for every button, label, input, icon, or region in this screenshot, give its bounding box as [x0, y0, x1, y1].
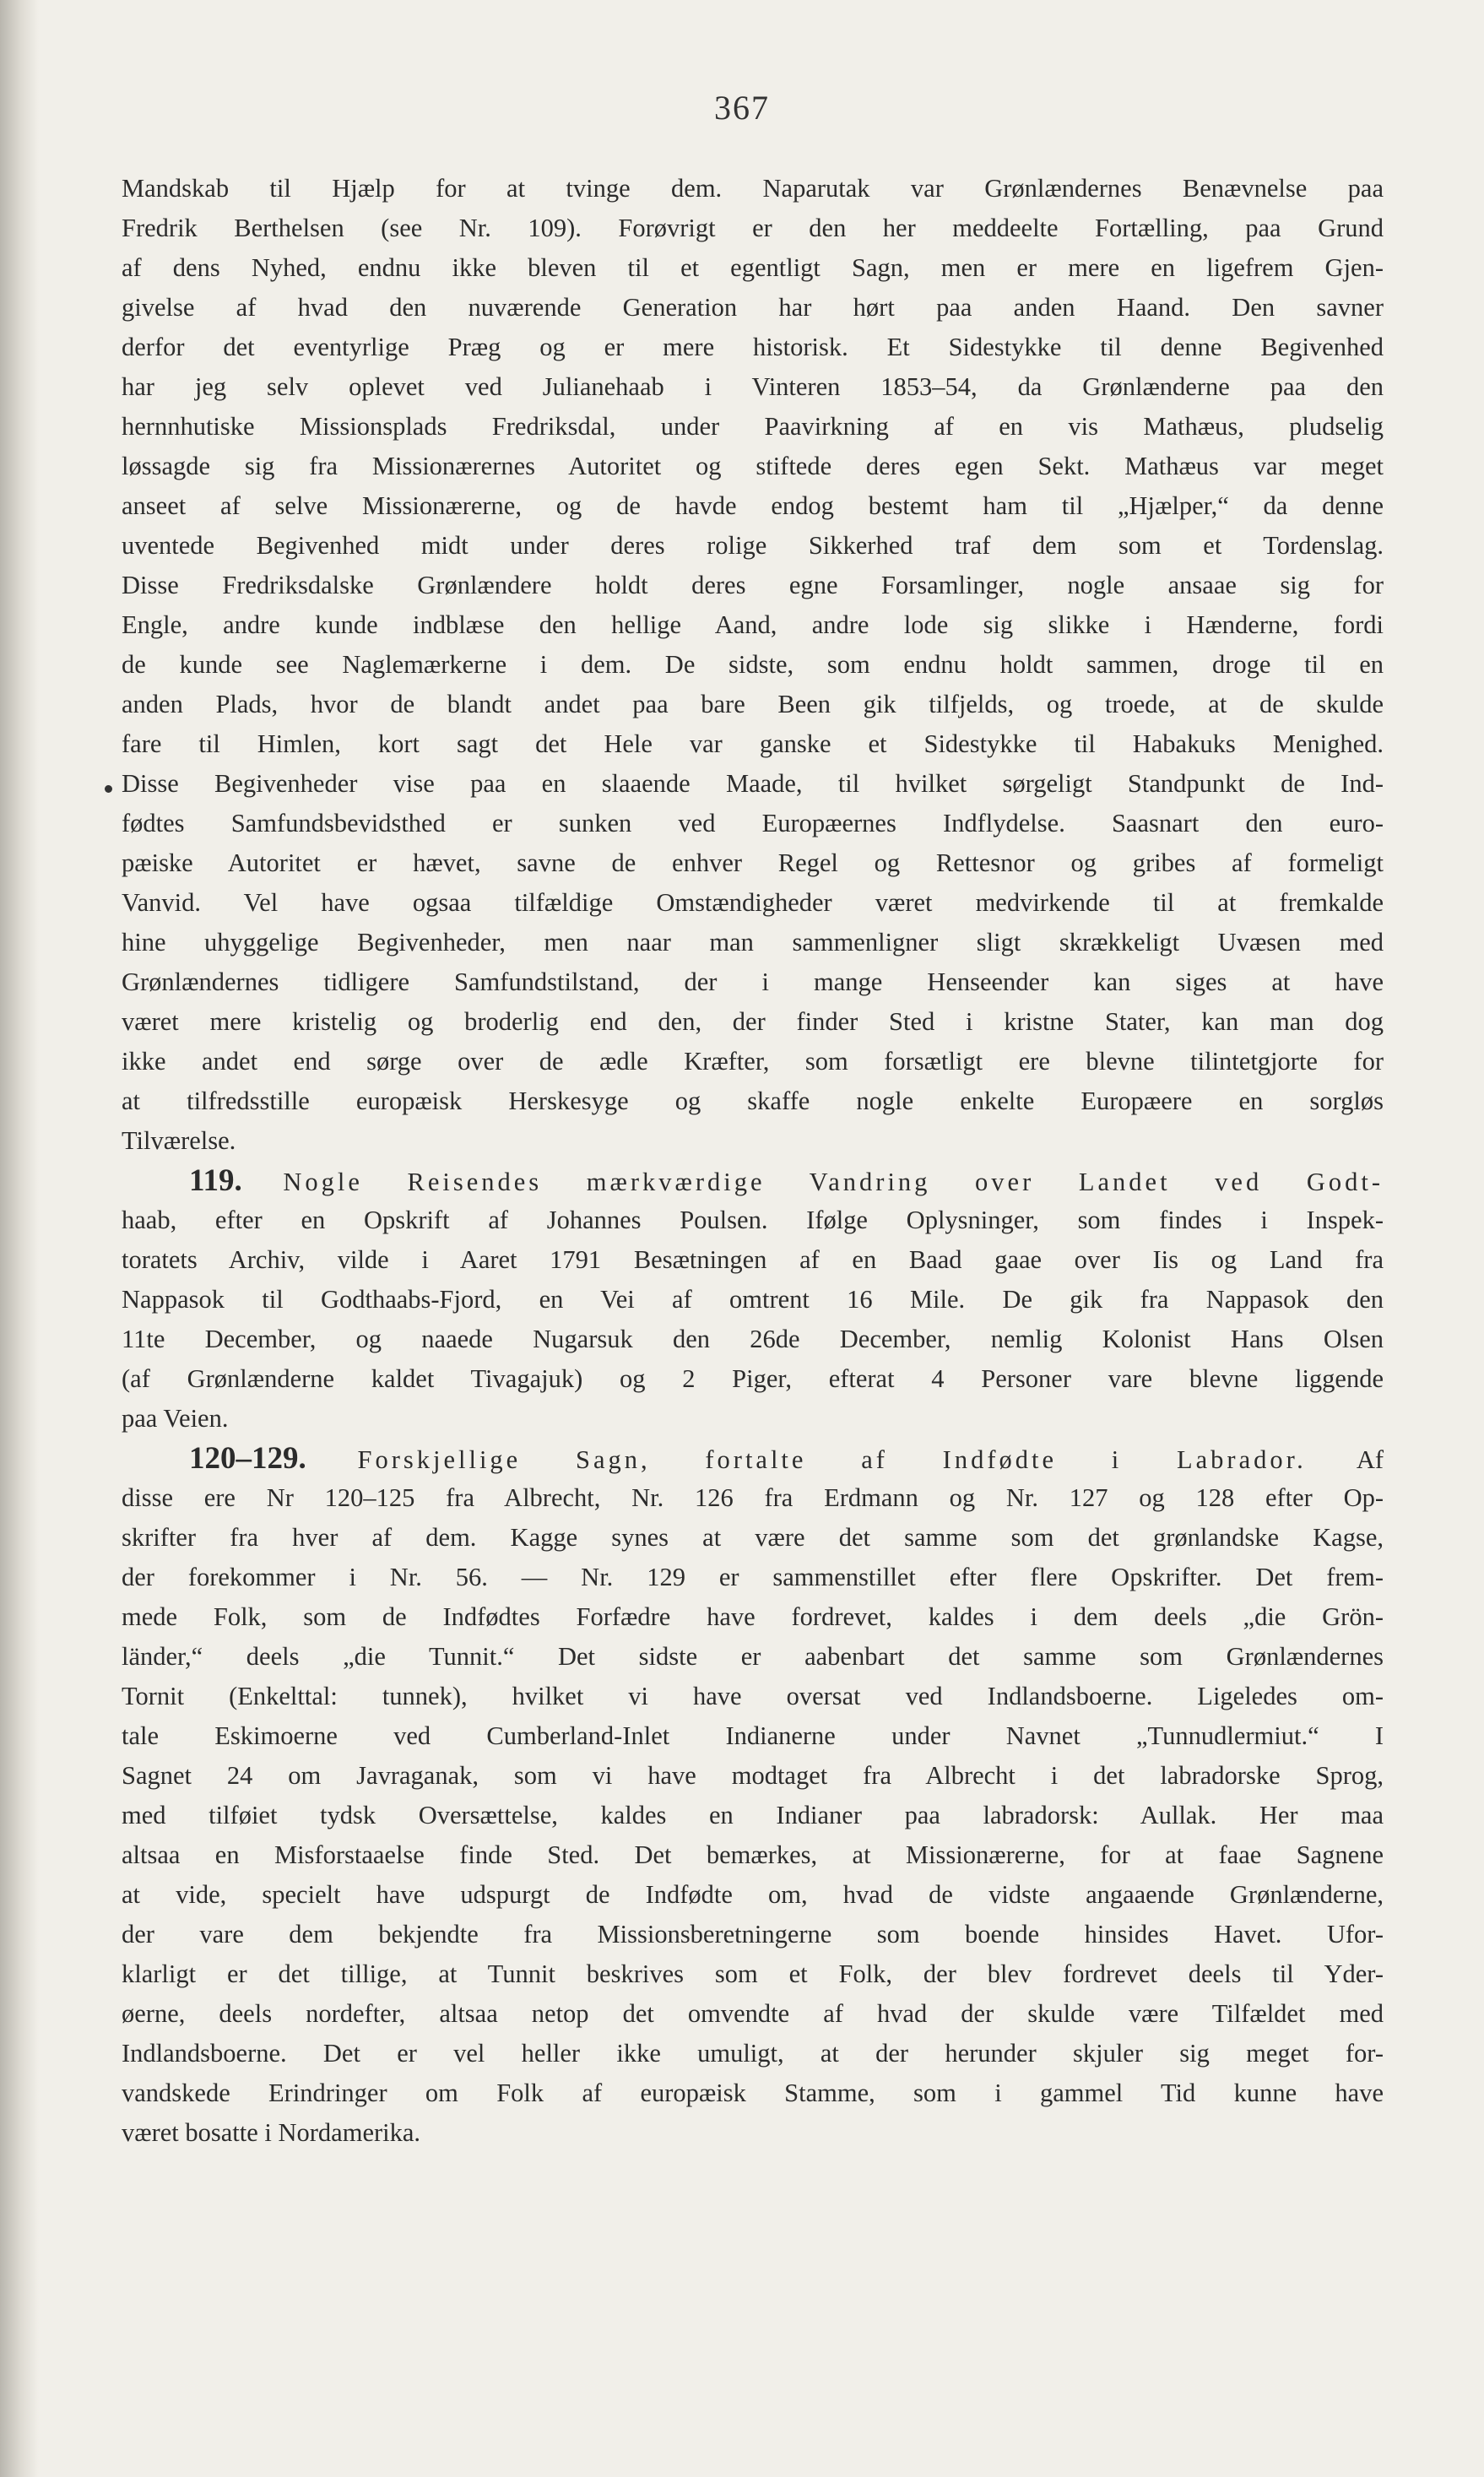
text-line: klarligt er det tillige, at Tunnit beskrives som et Folk, der blev fordrevet deels til Yder-	[122, 1959, 1384, 1988]
margin-mark	[105, 785, 112, 793]
text-line: fare til Himlen, kort sagt det Hele var ganske et Sidestykke til Habakuks Menighed.	[122, 729, 1384, 758]
text-line: fødtes Samfundsbevidsthed er sunken ved Europæernes Indflydelse. Saasnart den euro-	[122, 809, 1384, 837]
text-line: Disse Fredriksdalske Grønlændere holdt deres egne Forsamlinger, nogle ansaae sig for	[122, 571, 1384, 599]
section-title: Forskjellige Sagn, fortalte af Indfødte i Labrador.	[357, 1445, 1307, 1474]
page-number: 367	[714, 89, 770, 127]
text-line: skrifter fra hver af dem. Kagge synes at være det samme som det grønlandske Kagse,	[122, 1523, 1384, 1552]
text-line: disse ere Nr 120–125 fra Albrecht, Nr. 126 fra Erdmann og Nr. 127 og 128 efter Op-	[122, 1483, 1384, 1512]
text-line: Indlandsboerne. Det er vel heller ikke umuligt, at der herunder skjuler sig meget for-	[122, 2039, 1384, 2068]
text-line: altsaa en Misforstaaelse finde Sted. Det bemærkes, at Missionærerne, for at faae Sagnene	[122, 1840, 1384, 1869]
text-line: at vide, specielt have udspurgt de Indfødte om, hvad de vidste angaaende Grønlænderne,	[122, 1880, 1384, 1909]
text-line: Grønlændernes tidligere Samfundstilstand, der i mange Henseender kan siges at have	[122, 967, 1384, 996]
text-line: vandskede Erindringer om Folk af europæisk Stamme, som i gammel Tid kunne have	[122, 2079, 1384, 2107]
text-line: derfor det eventyrlige Præg og er mere historisk. Et Sidestykke til denne Begivenhed	[122, 333, 1384, 361]
text-line: pæiske Autoritet er hævet, savne de enhver Regel og Rettesnor og gribes af formeligt	[122, 848, 1384, 877]
section-title: Nogle Reisendes mærkværdige Vandring over Landet ved Godt-	[283, 1168, 1384, 1196]
text-line: Fredrik Berthelsen (see Nr. 109). Forøvrigt er den her meddeelte Fortælling, paa Grund	[122, 214, 1384, 242]
text-line: hernnhutiske Missionsplads Fredriksdal, under Paavirkning af en vis Mathæus, pludselig	[122, 412, 1384, 441]
text-line: at tilfredsstille europæisk Herskesyge og skaffe nogle enkelte Europæere en sorgløs	[122, 1087, 1384, 1115]
text-line: Mandskab til Hjælp for at tvinge dem. Naparutak var Grønlændernes Benævnelse paa	[122, 174, 1384, 203]
text-line: mede Folk, som de Indfødtes Forfædre have fordrevet, kaldes i dem deels „die Grön-	[122, 1602, 1384, 1631]
section-number: 120–129.	[189, 1441, 306, 1476]
text-line: Tornit (Enkelttal: tunnek), hvilket vi have oversat ved Indlandsboerne. Ligeledes om-	[122, 1682, 1384, 1710]
text-line: løssagde sig fra Missionærernes Autoritet og stiftede deres egen Sekt. Mathæus var meget	[122, 452, 1384, 480]
text-line: paa Veien.	[122, 1404, 229, 1433]
text-line: länder,“ deels „die Tunnit.“ Det sidste er aabenbart det samme som Grønlændernes	[122, 1642, 1384, 1671]
text-line: Disse Begivenheder vise paa en slaaende Maade, til hvilket sørgeligt Standpunkt de Ind-	[122, 769, 1384, 798]
body-text	[122, 169, 1384, 2153]
page-edge-shadow	[0, 0, 39, 2477]
text-line: af dens Nyhed, endnu ikke bleven til et egentligt Sagn, men er mere en ligefrem Gjen-	[122, 253, 1384, 282]
section-heading-line	[122, 1161, 1384, 1201]
text-line: ikke andet end sørge over de ædle Kræfter, som forsætligt ere blevne tilintetgjorte for	[122, 1047, 1384, 1076]
text-line: haab, efter en Opskrift af Johannes Poulsen. Ifølge Oplysninger, som findes i Inspek-	[122, 1206, 1384, 1234]
text-line: 11te December, og naaede Nugarsuk den 26de December, nemlig Kolonist Hans Olsen	[122, 1325, 1384, 1353]
section-title-tail: Af	[1356, 1445, 1384, 1474]
text-line: med tilføiet tydsk Oversættelse, kaldes en Indianer paa labradorsk: Aullak. Her maa	[122, 1801, 1384, 1829]
text-line: Engle, andre kunde indblæse den hellige Aand, andre lode sig slikke i Hænderne, fordi	[122, 610, 1384, 639]
text-line: har jeg selv oplevet ved Julianehaab i Vinteren 1853–54, da Grønlænderne paa den	[122, 372, 1384, 401]
text-line: været mere kristelig og broderlig end den, der finder Sted i kristne Stater, kan man dog	[122, 1007, 1384, 1036]
text-line: Vanvid. Vel have ogsaa tilfældige Omstændigheder været medvirkende til at fremkalde	[122, 888, 1384, 917]
text-line: tale Eskimoerne ved Cumberland-Inlet Indianerne under Navnet „Tunnudlermiut.“ I	[122, 1721, 1384, 1750]
text-line: øerne, deels nordefter, altsaa netop det omvendte af hvad der skulde være Tilfældet med	[122, 1999, 1384, 2028]
section-heading-line	[122, 1439, 1384, 1478]
text-line: anseet af selve Missionærerne, og de havde endog bestemt ham til „Hjælper,“ da denne	[122, 491, 1384, 520]
text-line: de kunde see Naglemærkerne i dem. De sidste, som endnu holdt sammen, droge til en	[122, 650, 1384, 679]
text-line: der vare dem bekjendte fra Missionsberetningerne som boende hinsides Havet. Ufor-	[122, 1920, 1384, 1949]
text-line: Sagnet 24 om Javraganak, som vi have modtaget fra Albrecht i det labradorske Sprog,	[122, 1761, 1384, 1790]
text-line: uventede Begivenhed midt under deres rolige Sikkerhed traf dem som et Tordenslag.	[122, 531, 1384, 560]
text-line: Nappasok til Godthaabs-Fjord, en Vei af omtrent 16 Mile. De gik fra Nappasok den	[122, 1285, 1384, 1314]
text-line: Tilværelse.	[122, 1126, 236, 1155]
text-line: anden Plads, hvor de blandt andet paa bare Been gik tilfjelds, og troede, at de skulde	[122, 690, 1384, 718]
text-line: hine uhyggelige Begivenheder, men naar man sammenligner sligt skrækkeligt Uvæsen med	[122, 928, 1384, 957]
text-line: givelse af hvad den nuværende Generation har hørt paa anden Haand. Den savner	[122, 293, 1384, 322]
text-line: der forekommer i Nr. 56. — Nr. 129 er sammenstillet efter flere Opskrifter. Det frem-	[122, 1563, 1384, 1591]
section-number: 119.	[189, 1163, 242, 1198]
text-line: været bosatte i Nordamerika.	[122, 2118, 421, 2147]
text-line: (af Grønlænderne kaldet Tivagajuk) og 2 Piger, efterat 4 Personer vare blevne liggende	[122, 1364, 1384, 1393]
text-line: toratets Archiv, vilde i Aaret 1791 Besætningen af en Baad gaae over Iis og Land fra	[122, 1245, 1384, 1274]
